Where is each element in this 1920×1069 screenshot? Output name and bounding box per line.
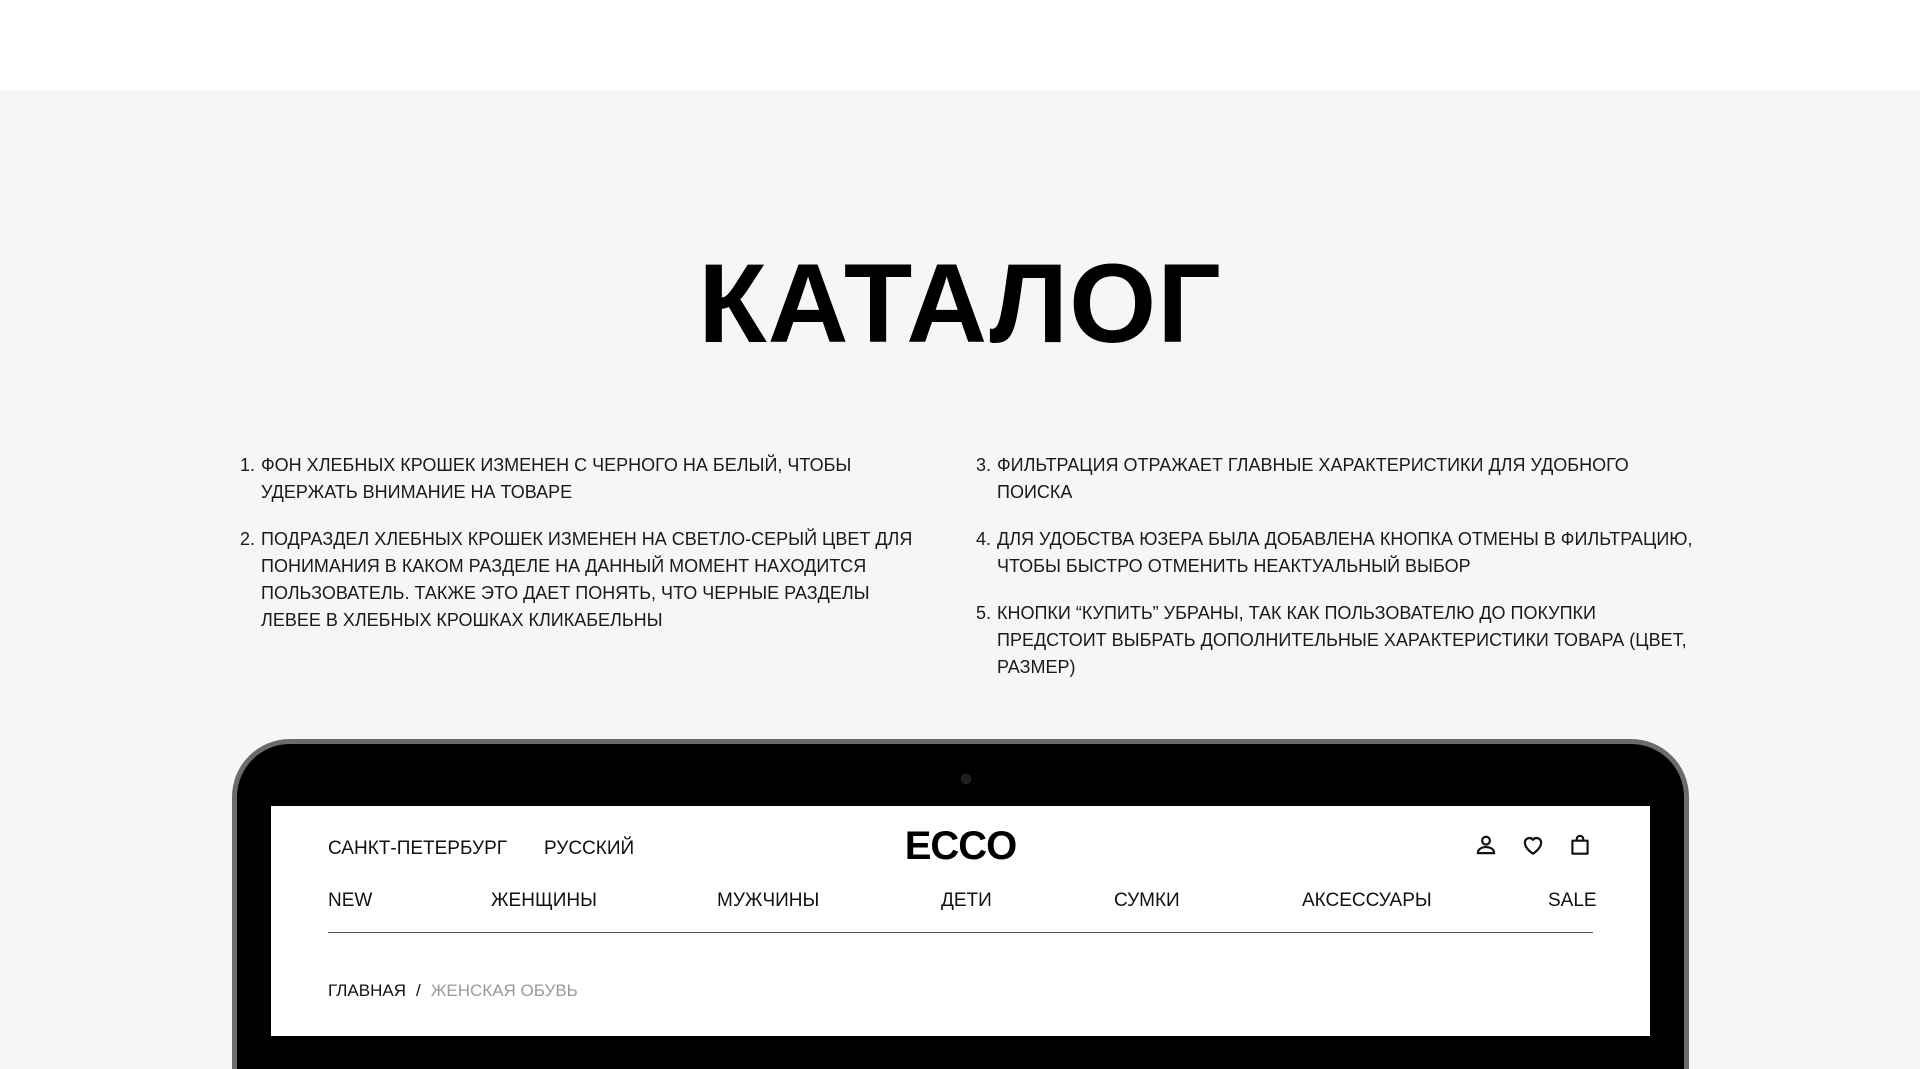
bag-icon[interactable] bbox=[1567, 832, 1593, 858]
breadcrumb-home[interactable]: ГЛАВНАЯ bbox=[328, 981, 406, 1000]
nav-kids[interactable]: ДЕТИ bbox=[941, 890, 992, 911]
top-white-band bbox=[0, 0, 1920, 90]
note-text: ДЛЯ УДОБСТВА ЮЗЕРА БЫЛА ДОБАВЛЕНА КНОПКА ОТМЕНЫ В ФИЛЬТРАЦИЮ, ЧТОБЫ БЫСТРО ОТМЕНИТЬ НЕАКТУАЛЬНЫЙ ВЫБОР bbox=[997, 529, 1693, 576]
nav-sale[interactable]: SALE bbox=[1548, 890, 1597, 911]
note-item bbox=[976, 452, 1696, 506]
note-text: КНОПКИ “КУПИТЬ” УБРАНЫ, ТАК КАК ПОЛЬЗОВАТЕЛЮ ДО ПОКУПКИ ПРЕДСТОИТ ВЫБРАТЬ ДОПОЛНИТЕЛЬНЫЕ ХАРАКТЕРИСТИКИ ТОВАРА (ЦВЕТ, РАЗМЕР) bbox=[997, 603, 1687, 677]
note-text: ФИЛЬТРАЦИЯ ОТРАЖАЕТ ГЛАВНЫЕ ХАРАКТЕРИСТИКИ ДЛЯ УДОБНОГО ПОИСКА bbox=[997, 455, 1629, 502]
nav-women[interactable]: ЖЕНЩИНЫ bbox=[491, 890, 597, 911]
notes-left-column bbox=[240, 452, 930, 654]
note-number: 5. bbox=[976, 603, 992, 623]
ecco-logo[interactable]: ECCO bbox=[904, 824, 1017, 868]
page-title: КАТАЛОГ bbox=[698, 241, 1222, 366]
note-number: 4. bbox=[976, 529, 992, 549]
nav-divider bbox=[328, 932, 1593, 933]
note-text: ФОН ХЛЕБНЫХ КРОШЕК ИЗМЕНЕН С ЧЕРНОГО НА БЕЛЫЙ, ЧТОБЫ УДЕРЖАТЬ ВНИМАНИЕ НА ТОВАРЕ bbox=[261, 455, 852, 502]
nav-bags[interactable]: СУМКИ bbox=[1114, 890, 1180, 911]
note-number: 3. bbox=[976, 455, 992, 475]
breadcrumb-separator: / bbox=[415, 981, 421, 1000]
breadcrumb bbox=[328, 981, 578, 1001]
note-number: 2. bbox=[240, 529, 256, 549]
note-item bbox=[240, 526, 930, 634]
note-number: 1. bbox=[240, 455, 256, 475]
nav-new[interactable]: NEW bbox=[328, 890, 373, 911]
city-selector[interactable]: САНКТ-ПЕТЕРБУРГ bbox=[328, 838, 508, 859]
language-selector[interactable]: РУССКИЙ bbox=[544, 838, 635, 859]
nav-men[interactable]: МУЖЧИНЫ bbox=[717, 890, 820, 911]
breadcrumb-current: ЖЕНСКАЯ ОБУВЬ bbox=[430, 981, 578, 1000]
note-text: ПОДРАЗДЕЛ ХЛЕБНЫХ КРОШЕК ИЗМЕНЕН НА СВЕТЛО-СЕРЫЙ ЦВЕТ ДЛЯ ПОНИМАНИЯ В КАКОМ РАЗДЕЛЕ НА ДАННЫЙ МОМЕНТ НАХОДИТСЯ ПОЛЬЗОВАТЕЛЬ. ТАКЖЕ ЭТО ДАЕТ ПОНЯТЬ, ЧТО ЧЕРНЫЕ РАЗДЕЛЫ ЛЕВЕЕ В ХЛЕБНЫХ КРОШКАХ КЛИКАБЕЛЬНЫ bbox=[261, 529, 913, 630]
camera-icon bbox=[961, 774, 971, 784]
note-item bbox=[976, 526, 1696, 580]
note-item bbox=[240, 452, 930, 506]
user-icon[interactable] bbox=[1473, 832, 1499, 858]
notes-right-column bbox=[976, 452, 1696, 701]
nav-accessories[interactable]: АКСЕССУАРЫ bbox=[1302, 890, 1432, 911]
note-item bbox=[976, 600, 1696, 681]
heart-icon[interactable] bbox=[1520, 832, 1546, 858]
laptop-screen bbox=[271, 806, 1650, 1036]
